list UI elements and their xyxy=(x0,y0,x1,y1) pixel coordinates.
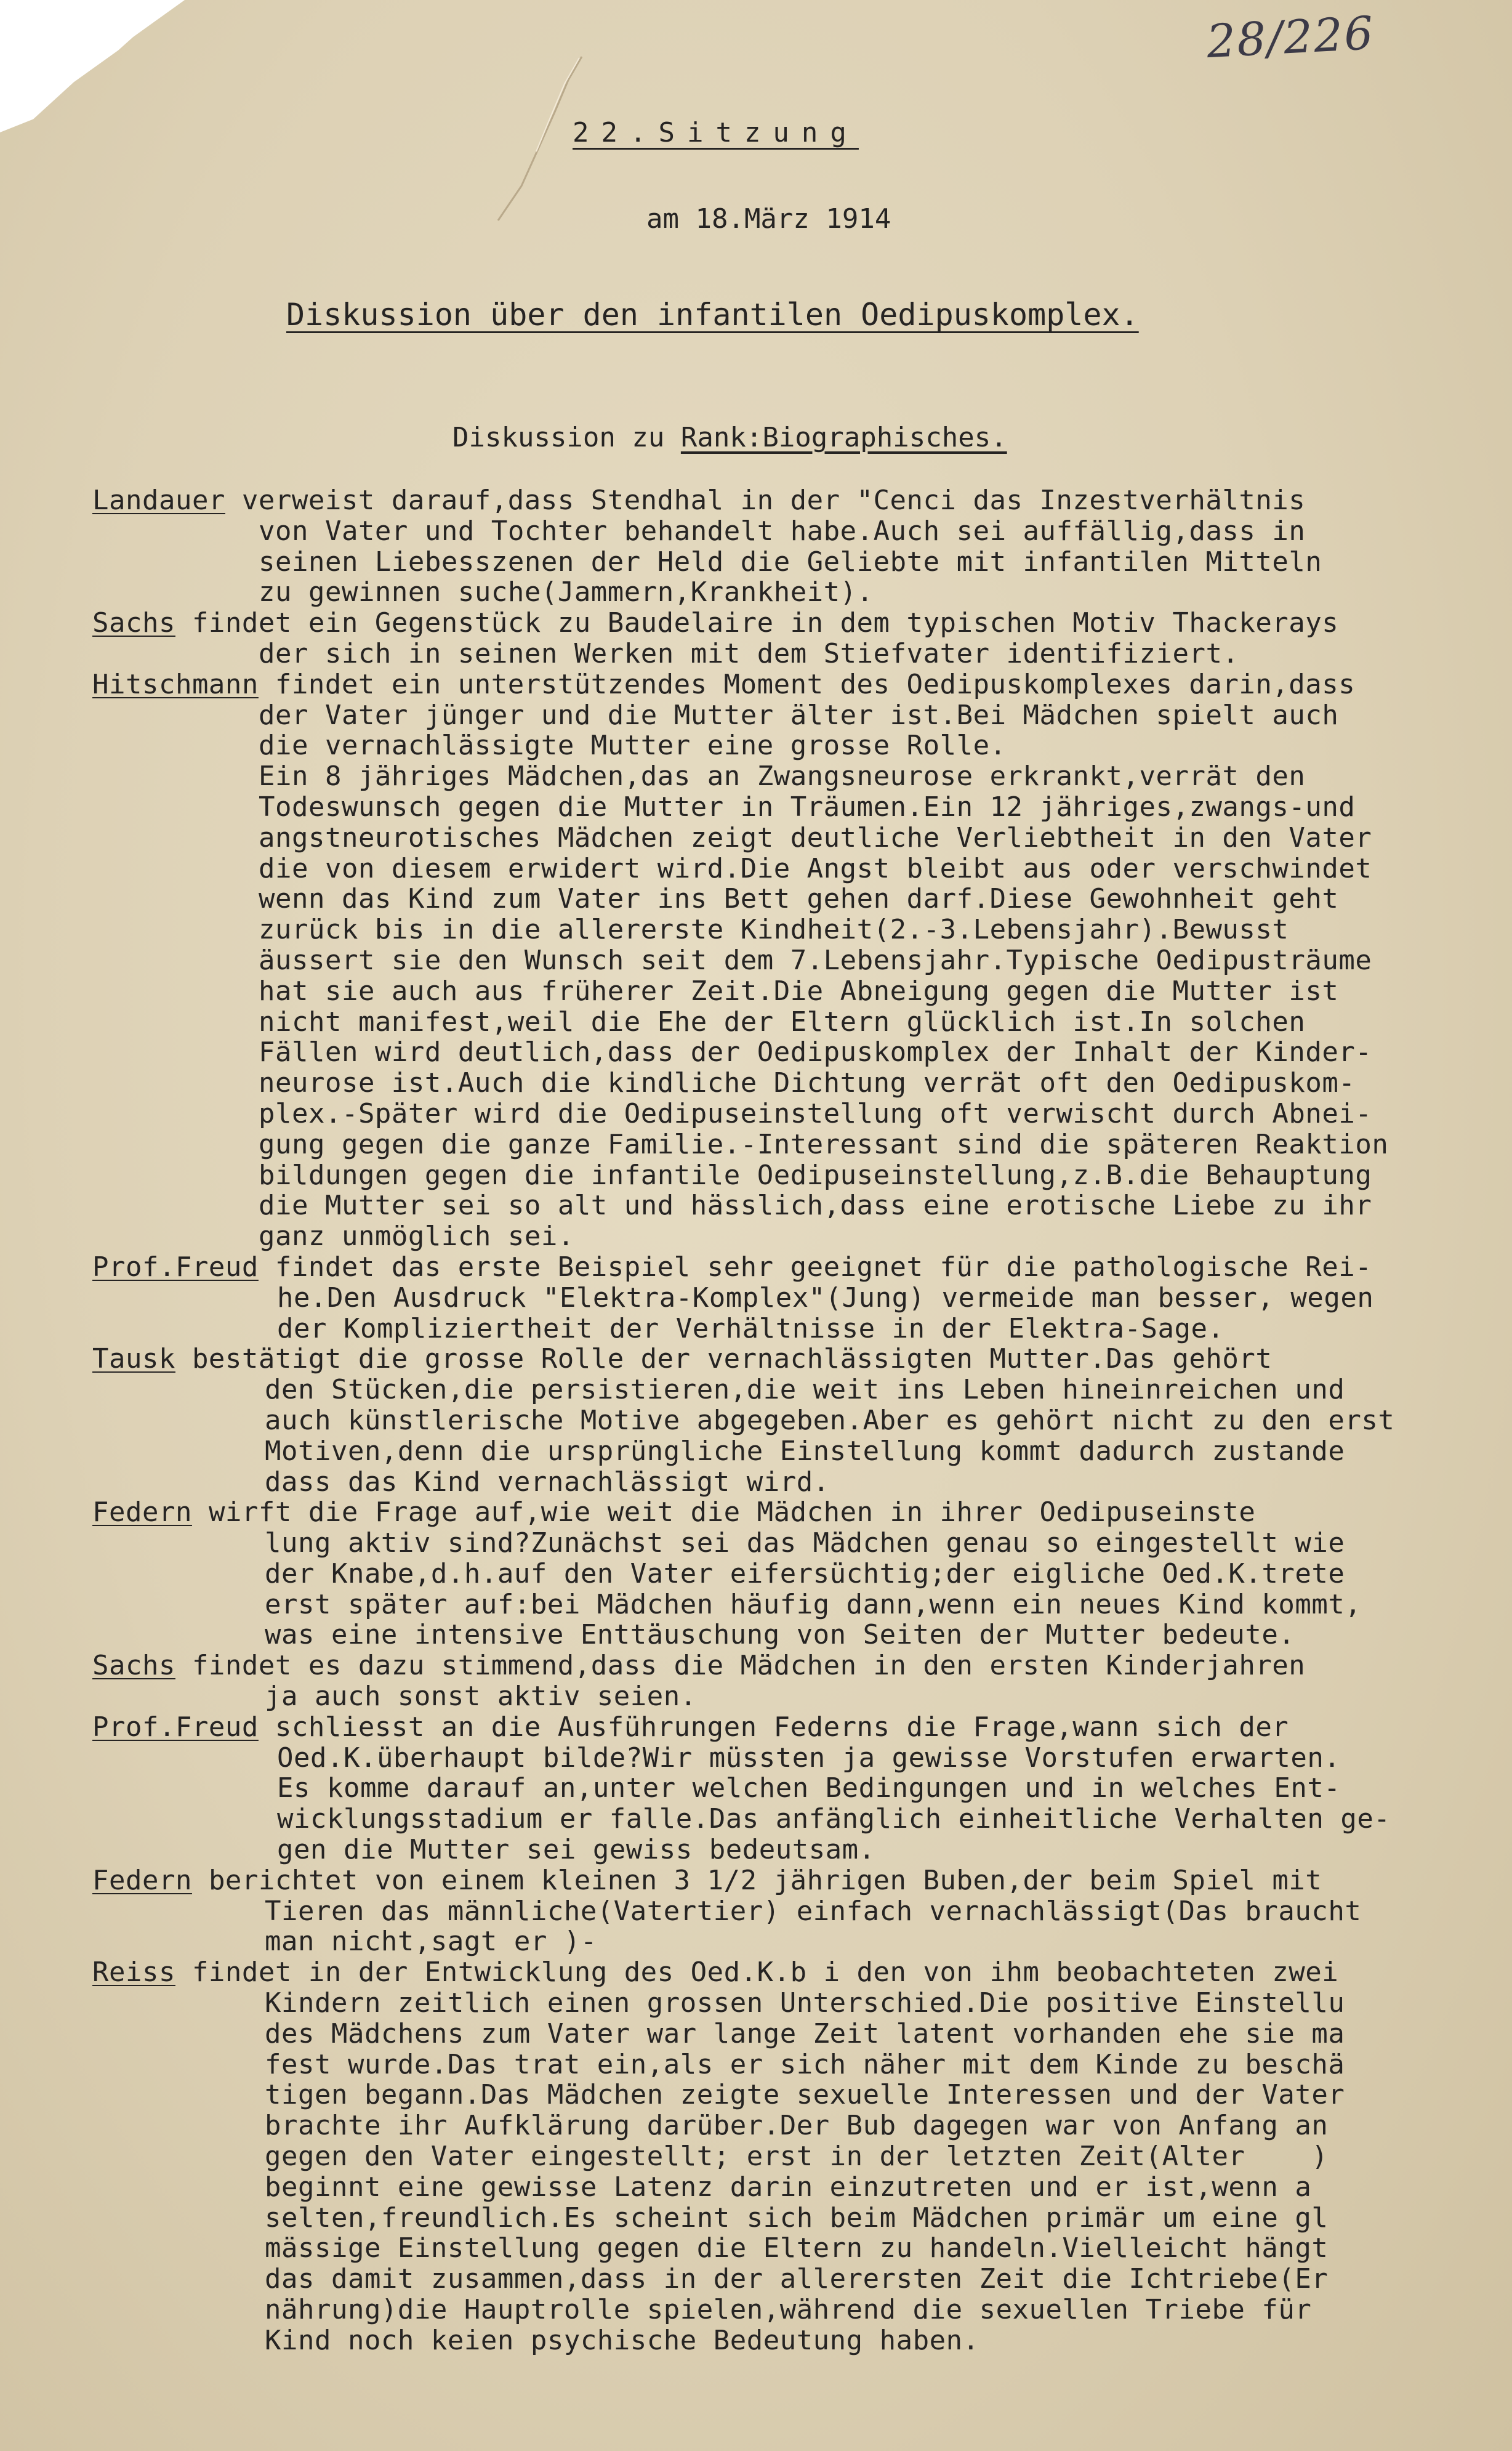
line-text: Fällen wird deutlich,dass der Oedipuskomplex der Inhalt der Kinder- xyxy=(259,1037,1372,1068)
line-text: tigen begann.Das Mädchen zeigte sexuelle Interessen und der Vater xyxy=(265,2080,1345,2111)
text-line xyxy=(92,2295,1471,2325)
text-line xyxy=(92,1896,1471,1927)
line-text: das damit zusammen,dass in der allerersten Zeit die Ichtriebe(Er xyxy=(265,2264,1329,2295)
text-line xyxy=(92,1467,1471,1498)
line-text: Motiven,denn die ursprüngliche Einstellung kommt dadurch zustande xyxy=(265,1435,1345,1467)
line-text: erst später auf:bei Mädchen häufig dann,wenn ein neues Kind kommt, xyxy=(265,1589,1362,1620)
speaker-name: Sachs xyxy=(92,608,175,639)
session-date: am 18.März 1914 xyxy=(646,203,891,235)
text-line xyxy=(92,669,1471,700)
text-line xyxy=(92,1099,1471,1129)
text-line xyxy=(92,1221,1471,1252)
text-line xyxy=(92,1681,1471,1712)
text-line xyxy=(92,854,1471,884)
line-text: auch künstlerische Motive abgegeben.Aber es gehört nicht zu den erst xyxy=(265,1405,1395,1436)
line-text: Kind noch keien psychische Bedeutung haben. xyxy=(265,2325,979,2356)
line-text: hat sie auch aus früherer Zeit.Die Abneigung gegen die Mutter ist xyxy=(259,975,1339,1007)
text-line xyxy=(92,1712,1471,1743)
text-line xyxy=(92,1650,1471,1681)
text-line xyxy=(92,608,1471,639)
text-line xyxy=(92,2080,1471,2110)
text-line xyxy=(92,1743,1471,1774)
line-text: von Vater und Tochter behandelt habe.Auch sei auffällig,dass in xyxy=(259,515,1306,547)
line-text: die Mutter sei so alt und hässlich,dass eine erotische Liebe zu ihr xyxy=(259,1190,1372,1222)
text-line xyxy=(92,915,1471,945)
speaker-name: Federn xyxy=(92,1497,192,1528)
line-text: die von diesem erwidert wird.Die Angst bleibt aus oder verschwindet xyxy=(259,853,1372,884)
text-line xyxy=(92,1559,1471,1589)
line-text: der Vater jünger und die Mutter älter ist.Bei Mädchen spielt auch xyxy=(259,700,1339,731)
line-text: die vernachlässigte Mutter eine grosse Rolle. xyxy=(259,730,1007,762)
line-text: der Kompliziertheit der Verhältnisse in der Elektra-Sage. xyxy=(277,1313,1224,1344)
line-text: neurose ist.Auch die kindliche Dichtung verrät oft den Oedipuskom- xyxy=(259,1068,1356,1099)
line-text: was eine intensive Enttäuschung von Seiten der Mutter bedeute. xyxy=(265,1620,1295,1651)
text-line xyxy=(92,730,1471,761)
text-line xyxy=(92,884,1471,915)
text-line xyxy=(92,1344,1471,1375)
text-line xyxy=(92,1037,1471,1068)
line-text: nährung)die Hauptrolle spielen,während die sexuellen Triebe für xyxy=(265,2295,1312,2325)
text-line xyxy=(92,1283,1471,1314)
line-text: Ein 8 jähriges Mädchen,das an Zwangsneurose erkrankt,verrät den xyxy=(259,761,1306,792)
line-text: gung gegen die ganze Familie.-Interessant sind die späteren Reaktion xyxy=(259,1129,1389,1160)
text-line xyxy=(92,2172,1471,2203)
line-text: bestätigt die grosse Rolle der vernachlässigten Mutter.Das gehört xyxy=(175,1344,1273,1375)
text-line xyxy=(92,577,1471,608)
text-line xyxy=(92,1252,1471,1283)
speaker-name: Landauer xyxy=(92,485,225,516)
line-text: selten,freundlich.Es scheint sich beim Mädchen primär um eine gl xyxy=(265,2202,1329,2234)
sub-heading xyxy=(452,422,1007,453)
sub-heading-prefix: Diskussion zu xyxy=(452,422,681,453)
line-text: wenn das Kind zum Vater ins Bett gehen darf.Diese Gewohnheit geht xyxy=(259,884,1339,915)
text-line xyxy=(92,1528,1471,1559)
text-line xyxy=(92,547,1471,578)
line-text: man nicht,sagt er )- xyxy=(265,1926,597,1958)
text-line xyxy=(92,1160,1471,1191)
line-text: wicklungsstadium er falle.Das anfänglich einheitliche Verhalten ge- xyxy=(277,1804,1391,1835)
line-text: Todeswunsch gegen die Mutter in Träumen.Ein 12 jähriges,zwangs-und xyxy=(259,791,1356,823)
text-line xyxy=(92,2110,1471,2141)
line-text: ganz unmöglich sei. xyxy=(259,1221,574,1252)
line-text: der sich in seinen Werken mit dem Stiefvater identifiziert. xyxy=(259,638,1239,669)
text-line xyxy=(92,1497,1471,1528)
line-text: nicht manifest,weil die Ehe der Eltern glücklich ist.In solchen xyxy=(259,1006,1306,1038)
paper-tear-mark xyxy=(496,55,585,222)
line-text: findet es dazu stimmend,dass die Mädchen in den ersten Kinderjahren xyxy=(175,1650,1306,1682)
line-text: findet in der Entwicklung des Oed.K.b i den von ihm beobachteten zwei xyxy=(175,1957,1339,1989)
line-text: Oed.K.überhaupt bilde?Wir müssten ja gewisse Vorstufen erwarten. xyxy=(277,1742,1341,1774)
line-text: he.Den Ausdruck "Elektra-Komplex"(Jung) vermeide man besser, wegen xyxy=(277,1282,1374,1314)
text-line xyxy=(92,639,1471,669)
text-line xyxy=(92,1375,1471,1405)
text-line xyxy=(92,1007,1471,1038)
text-line xyxy=(92,945,1471,976)
text-line xyxy=(92,516,1471,547)
text-line xyxy=(92,485,1471,516)
text-line xyxy=(92,1129,1471,1160)
session-title: 22.Sitzung xyxy=(573,117,859,148)
text-line xyxy=(92,1773,1471,1804)
text-line xyxy=(92,823,1471,854)
line-text: lung aktiv sind?Zunächst sei das Mädchen genau so eingestellt wie xyxy=(265,1528,1345,1559)
text-line xyxy=(92,1804,1471,1835)
text-line xyxy=(92,1988,1471,2019)
text-line xyxy=(92,1589,1471,1620)
text-line xyxy=(92,1314,1471,1344)
line-text: gen die Mutter sei gewiss bedeutsam. xyxy=(277,1835,875,1865)
text-line xyxy=(92,976,1471,1007)
torn-corner xyxy=(0,0,185,132)
line-text: fest wurde.Das trat ein,als er sich näher mit dem Kinde zu beschä xyxy=(265,2049,1345,2080)
text-line xyxy=(92,2233,1471,2264)
line-text: beginnt eine gewisse Latenz darin einzutreten und er ist,wenn a xyxy=(265,2171,1312,2203)
sub-heading-title: Rank:Biographisches. xyxy=(680,422,1007,453)
line-text: Kindern zeitlich einen grossen Unterschied.Die positive Einstellu xyxy=(265,1988,1345,2019)
line-text: zurück bis in die allererste Kindheit(2.-3.Lebensjahr).Bewusst xyxy=(259,915,1289,945)
text-line xyxy=(92,700,1471,731)
line-text: des Mädchens zum Vater war lange Zeit latent vorhanden ehe sie ma xyxy=(265,2018,1345,2049)
text-line xyxy=(92,2203,1471,2234)
line-text: ja auch sonst aktiv seien. xyxy=(265,1681,697,1712)
line-text: mässige Einstellung gegen die Eltern zu handeln.Vielleicht hängt xyxy=(265,2233,1329,2264)
line-text: zu gewinnen suche(Jammern,Krankheit). xyxy=(259,577,874,608)
line-text: den Stücken,die persistieren,die weit ins Leben hineinreichen und xyxy=(265,1375,1345,1405)
line-text: der Knabe,d.h.auf den Vater eifersüchtig;der eigliche Oed.K.trete xyxy=(265,1558,1345,1589)
speaker-name: Prof.Freud xyxy=(92,1711,259,1743)
text-line xyxy=(92,2264,1471,2295)
speaker-name: Hitschmann xyxy=(92,669,259,700)
text-line xyxy=(92,761,1471,792)
line-text: findet das erste Beispiel sehr geeignet für die pathologische Rei- xyxy=(258,1251,1372,1283)
line-text: findet ein unterstützendes Moment des Oedipuskomplexes darin,dass xyxy=(258,669,1356,700)
speaker-name: Sachs xyxy=(92,1650,175,1682)
text-line xyxy=(92,2325,1471,2356)
text-line xyxy=(92,1957,1471,1988)
text-line xyxy=(92,1865,1471,1896)
speaker-name: Federn xyxy=(92,1865,192,1896)
line-text: Es komme darauf an,unter welchen Bedingungen und in welches Ent- xyxy=(277,1773,1341,1804)
text-line xyxy=(92,1436,1471,1467)
line-text: gegen den Vater eingestellt; erst in der letzten Zeit(Alter ) xyxy=(265,2141,1329,2172)
line-text: plex.-Später wird die Oedipuseinstellung oft verwischt durch Abnei- xyxy=(259,1098,1372,1129)
text-line xyxy=(92,2049,1471,2080)
line-text: seinen Liebesszenen der Held die Geliebte mit infantilen Mitteln xyxy=(259,546,1322,578)
line-text: angstneurotisches Mädchen zeigt deutliche Verliebtheit in den Vater xyxy=(259,822,1372,854)
text-line xyxy=(92,1405,1471,1436)
text-line xyxy=(92,1835,1471,1865)
line-text: findet ein Gegenstück zu Baudelaire in dem typischen Motiv Thackerays xyxy=(175,608,1339,639)
speaker-name: Tausk xyxy=(92,1344,175,1375)
line-text: dass das Kind vernachlässigt wird. xyxy=(265,1466,830,1498)
line-text: brachte ihr Aufklärung darüber.Der Bub dagegen war von Anfang an xyxy=(265,2110,1329,2142)
text-line xyxy=(92,2141,1471,2172)
text-line xyxy=(92,1068,1471,1099)
speaker-name: Prof.Freud xyxy=(92,1251,259,1283)
line-text: Tieren das männliche(Vatertier) einfach vernachlässigt(Das braucht xyxy=(265,1896,1362,1927)
text-line xyxy=(92,1620,1471,1650)
line-text: bildungen gegen die infantile Oedipuseinstellung,z.B.die Behauptung xyxy=(259,1160,1372,1191)
speaker-name: Reiss xyxy=(92,1957,175,1989)
text-line xyxy=(92,1190,1471,1221)
discussion-body xyxy=(92,485,1471,2356)
text-line xyxy=(92,1926,1471,1957)
line-text: äussert sie den Wunsch seit dem 7.Lebensjahr.Typische Oedipusträume xyxy=(259,945,1372,976)
line-text: schliesst an die Ausführungen Federns die Frage,wann sich der xyxy=(258,1711,1289,1743)
text-line xyxy=(92,2019,1471,2049)
archive-number: 28/226 xyxy=(1205,6,1376,69)
line-text: wirft die Frage auf,wie weit die Mädchen in ihrer Oedipuseinste xyxy=(191,1497,1256,1528)
line-text: berichtet von einem kleinen 3 1/2 jährigen Buben,der beim Spiel mit xyxy=(191,1865,1322,1896)
main-heading: Diskussion über den infantilen Oedipuskomplex. xyxy=(286,297,1139,333)
line-text: verweist darauf,dass Stendhal in der "Cenci das Inzestverhältnis xyxy=(225,485,1306,516)
text-line xyxy=(92,792,1471,823)
